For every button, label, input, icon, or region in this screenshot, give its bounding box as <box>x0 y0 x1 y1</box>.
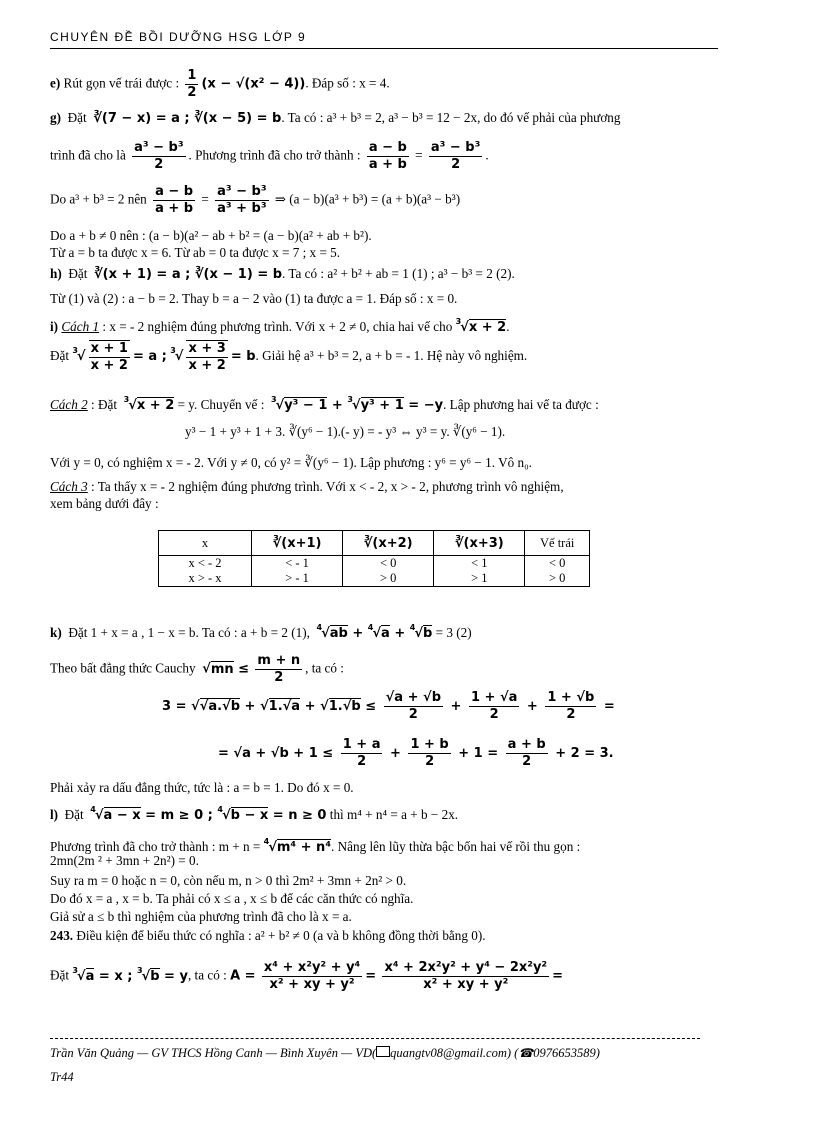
table-cell: x < - 2 <box>159 556 252 572</box>
table-cell: > 1 <box>434 571 525 587</box>
table-cell: < 0 <box>525 556 590 572</box>
line-243b: Đặt $^3$√a = x ; $^3$√b = y, ta có : A = $\frac{\text{x⁴ + x²y² + y⁴}}{\text{x² + xy + y²}}$ = $\frac{\text{x⁴ + 2x²y² + y⁴ − 2x²y²}}{\text{x² + xy + y²}}$ = <box>50 960 564 992</box>
line-e: e) Rút gọn vế trái được : $\frac{1}{2}$ (x − √(x² − 4)). Đáp số : x = 4. <box>50 68 390 100</box>
line-g3: Do a³ + b³ = 2 nên $\frac{a - b}{a + b}$ = $\frac{\text{a³ − b³}}{\text{a³ + b³}}$ ⇒ (a − b)(a³ + b³) = (a + b)(a³ − b³) <box>50 184 461 216</box>
table-cell: < 1 <box>434 556 525 572</box>
table-cell: < 0 <box>343 556 434 572</box>
table-cell: > 0 <box>343 571 434 587</box>
line-g2: trình đã cho là $\frac{\text{a³ − b³}}{2}$ . Phương trình đã cho trở thành : $\frac{a - b}{a + b}$ = $\frac{\text{a³ − b³}}{2}$ . <box>50 140 489 172</box>
phone-icon: ☎ <box>518 1046 534 1060</box>
envelope-icon <box>376 1046 390 1057</box>
table-header: ∛(x+1) <box>252 531 343 556</box>
table-header: ∛(x+2) <box>343 531 434 556</box>
line-k5: Phải xảy ra dấu đẳng thức, tức là : a = b = 1. Do đó x = 0. <box>50 780 354 795</box>
line-h1: h) Đặt ∛(x + 1) = a ; ∛(x − 1) = b. Ta có : a² + b² + ab = 1 (1) ; a³ − b³ = 2 (2). <box>50 266 515 282</box>
formula-k4: = √a + √b + 1 ≤ $\frac{1 + a}{2}$ + $\frac{1 + b}{2}$ + 1 = $\frac{a + b}{2}$ + 2 = 3. <box>218 737 614 769</box>
line-l2: Phương trình đã cho trở thành : m + n = $^4$√m⁴ + n⁴. Nâng lên lũy thừa bậc bốn hai vế rồi thu gọn : <box>50 837 581 855</box>
line-k2: Theo bất đẳng thức Cauchy √mn ≤ $\frac{m + n}{2}$ , ta có : <box>50 653 344 685</box>
footer-email: quangtv08@gmail.com <box>390 1046 507 1060</box>
table-header: Vế trái <box>525 531 590 556</box>
page-header: CHUYÊN ĐỀ BỒI DƯỠNG HSG LỚP 9 <box>50 30 718 49</box>
line-243: 243. Điều kiện để biểu thức có nghĩa : a² + b² ≠ 0 (a và b không đồng thời bằng 0). <box>50 928 486 943</box>
footer-divider <box>50 1038 700 1039</box>
line-i3: Cách 2 : Đặt $^3$√x + 2 = y. Chuyển vế : $^3$√y³ − 1 + $^3$√y³ + 1 = −y. Lập phương hai vế ta được : <box>50 395 599 413</box>
line-g4: Do a + b ≠ 0 nên : (a − b)(a² − ab + b² = (a − b)(a² + ab + b²). <box>50 228 372 243</box>
table-header: x <box>159 531 252 556</box>
line-l5: Do đó x = a , x = b. Ta phải có x ≤ a , x ≤ b để các căn thức có nghĩa. <box>50 891 414 906</box>
line-l3: 2mn(2m ² + 3mn + 2n²) = 0. <box>50 853 199 868</box>
line-l6: Giả sử a ≤ b thì nghiệm của phương trình đã cho là x = a. <box>50 909 352 924</box>
table-cell: > 0 <box>525 571 590 587</box>
line-i4: y³ − 1 + y³ + 1 + 3. ∛(y⁶ − 1).(- y) = - y³ ⇔ y³ = y. ∛(y⁶ − 1). <box>185 424 506 439</box>
line-g1: g) Đặt ∛(7 − x) = a ; ∛(x − 5) = b. Ta có : a³ + b³ = 2, a³ − b³ = 12 − 2x, do đó vế phải của phương <box>50 110 621 126</box>
table-row <box>159 556 590 572</box>
table-row <box>159 571 590 587</box>
table-cell: x > - x <box>159 571 252 587</box>
line-h2: Từ (1) và (2) : a − b = 2. Thay b = a − 2 vào (1) ta được a = 1. Đáp số : x = 0. <box>50 291 458 306</box>
table-cell: > - 1 <box>252 571 343 587</box>
sign-table <box>158 530 590 587</box>
footer-author: Trần Văn Quảng — GV THCS Hồng Canh — Bình Xuyên — VD( quangtv08@gmail.com) (☎0976653589) <box>50 1046 600 1060</box>
formula-k3: 3 = √√a.√b + √1.√a + √1.√b ≤ $\frac{√a + √b}{2}$ + $\frac{1 + √a}{2}$ + $\frac{1 + √b}{2}$ = <box>162 690 615 722</box>
line-i1: i) Cách 1 : x = - 2 nghiệm đúng phương trình. Với x + 2 ≠ 0, chia hai vế cho $^3$√x + 2. <box>50 317 510 335</box>
line-g5: Từ a = b ta được x = 6. Từ ab = 0 ta được x = 7 ; x = 5. <box>50 245 341 260</box>
table-cell: < - 1 <box>252 556 343 572</box>
line-i7: xem bảng dưới đây : <box>50 496 159 511</box>
line-l1: l) Đặt $^4$√a − x = m ≥ 0 ; $^4$√b − x = n ≥ 0 thì m⁴ + n⁴ = a + b − 2x. <box>50 805 459 823</box>
table-header: ∛(x+3) <box>434 531 525 556</box>
line-l4: Suy ra m = 0 hoặc n = 0, còn nếu m, n > 0 thì 2m² + 3mn + 2n² > 0. <box>50 873 407 888</box>
line-i2: Đặt $^3$√ $\frac{x + 1}{x + 2}$ = a ; $^3$√ $\frac{x + 3}{x + 2}$ = b. Giải hệ a³ + b³ = 2, a + b = - 1. Hệ này vô nghiệm. <box>50 341 528 373</box>
line-i6: Cách 3 : Ta thấy x = - 2 nghiệm đúng phương trình. Với x < - 2, x > - 2, phương trình vô nghiệm, <box>50 479 564 494</box>
line-k1: k) Đặt 1 + x = a , 1 − x = b. Ta có : a + b = 2 (1), $^4$√ab + $^4$√a + $^4$√b = 3 (2) <box>50 623 472 641</box>
footer-phone: 0976653589 <box>533 1046 596 1060</box>
line-i5: Với y = 0, có nghiệm x = - 2. Với y ≠ 0, có y² = ∛(y⁶ − 1). Lập phương : y⁶ = y⁶ − 1. Vô n₀. <box>50 455 532 470</box>
page-number: Tr44 <box>50 1070 74 1084</box>
